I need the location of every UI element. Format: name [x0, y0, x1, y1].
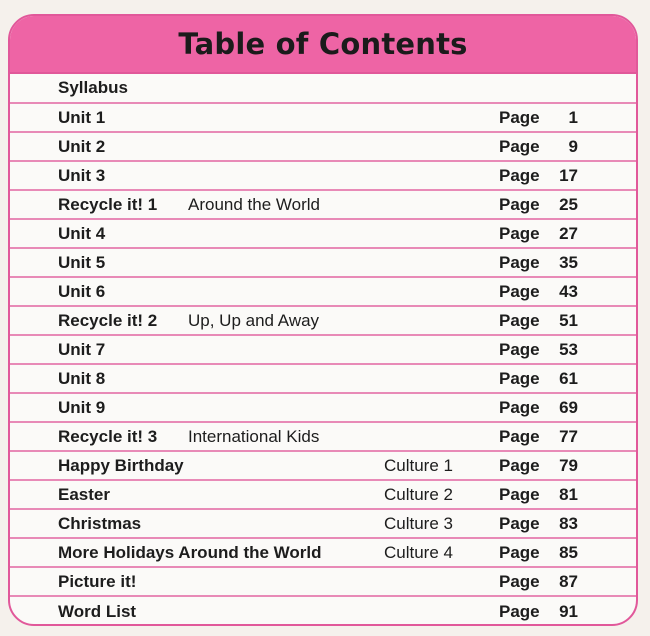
toc-entry-label: Unit 8: [58, 368, 106, 388]
toc-entry-culture: Culture 3: [384, 513, 453, 533]
toc-page-number: 1: [568, 107, 578, 127]
toc-row[interactable]: [10, 220, 636, 249]
toc-row[interactable]: [10, 539, 636, 568]
toc-entry-label: More Holidays Around the World: [58, 542, 322, 562]
toc-entry-culture: Culture 2: [384, 484, 453, 504]
toc-entry-label: Recycle it! 3: [58, 426, 158, 446]
toc-page-number: 85: [559, 542, 578, 562]
toc-row[interactable]: [10, 74, 636, 104]
toc-page-label: Page: [499, 397, 540, 417]
toc-entry-culture: Culture 1: [384, 455, 453, 475]
toc-page-number: 9: [568, 136, 578, 156]
toc-page-number: 79: [559, 455, 578, 475]
table-of-contents-frame: [8, 14, 638, 626]
toc-entry-label: Recycle it! 1: [58, 194, 158, 214]
toc-row[interactable]: [10, 191, 636, 220]
toc-row[interactable]: [10, 481, 636, 510]
toc-page-label: Page: [499, 368, 540, 388]
toc-page-number: 61: [559, 368, 578, 388]
toc-entry-label: Unit 5: [58, 252, 106, 272]
toc-entry-label: Unit 2: [58, 136, 106, 156]
toc-row[interactable]: [10, 336, 636, 365]
toc-page-label: Page: [499, 339, 540, 359]
toc-entry-label: Unit 6: [58, 281, 106, 301]
toc-list: [10, 74, 636, 626]
toc-page-label: Page: [499, 252, 540, 272]
toc-row[interactable]: [10, 365, 636, 394]
toc-entry-label: Recycle it! 2: [58, 310, 158, 330]
toc-title: Table of Contents: [178, 27, 468, 61]
toc-page-label: Page: [499, 484, 540, 504]
toc-page-number: 77: [559, 426, 578, 446]
toc-entry-label: Unit 9: [58, 397, 106, 417]
toc-entry-subtitle: Up, Up and Away: [188, 310, 320, 330]
toc-entry-label: Syllabus: [58, 78, 128, 97]
toc-page-number: 81: [559, 484, 578, 504]
toc-page-label: Page: [499, 223, 540, 243]
toc-row[interactable]: [10, 104, 636, 133]
toc-page-label: Page: [499, 165, 540, 185]
toc-page-label: Page: [499, 513, 540, 533]
toc-page-label: Page: [499, 194, 540, 214]
toc-row[interactable]: [10, 452, 636, 481]
toc-row[interactable]: [10, 249, 636, 278]
toc-row[interactable]: [10, 307, 636, 336]
toc-page-label: Page: [499, 542, 540, 562]
toc-page-number: 27: [559, 223, 578, 243]
toc-entry-subtitle: International Kids: [188, 426, 320, 446]
toc-page-number: 87: [559, 571, 578, 591]
toc-page-label: Page: [499, 136, 540, 156]
toc-page-label: Page: [499, 281, 540, 301]
toc-page-label: Page: [499, 455, 540, 475]
toc-entry-label: Unit 7: [58, 339, 106, 359]
toc-page-number: 25: [559, 194, 578, 214]
toc-entry-label: Unit 3: [58, 165, 106, 185]
toc-row[interactable]: [10, 510, 636, 539]
toc-entry-label: Unit 4: [58, 223, 106, 243]
toc-page-number: 35: [559, 252, 578, 272]
toc-row[interactable]: [10, 278, 636, 307]
toc-row[interactable]: [10, 568, 636, 597]
toc-entry-label: Happy Birthday: [58, 455, 184, 475]
toc-page-number: 43: [559, 281, 578, 301]
toc-page-label: Page: [499, 426, 540, 446]
toc-page-number: 69: [559, 397, 578, 417]
toc-page-label: Page: [499, 601, 540, 621]
toc-row[interactable]: [10, 394, 636, 423]
toc-page-number: 17: [559, 165, 578, 185]
toc-entry-subtitle: Around the World: [188, 194, 320, 214]
toc-header: [10, 16, 636, 74]
toc-page-number: 51: [559, 310, 578, 330]
toc-page-number: 53: [559, 339, 578, 359]
toc-entry-label: Easter: [58, 484, 110, 504]
toc-page-label: Page: [499, 310, 540, 330]
toc-entry-label: Word List: [58, 601, 137, 621]
toc-page-label: Page: [499, 571, 540, 591]
toc-entry-culture: Culture 4: [384, 542, 453, 562]
toc-row[interactable]: [10, 597, 636, 626]
toc-entry-label: Unit 1: [58, 107, 106, 127]
toc-row[interactable]: [10, 162, 636, 191]
toc-page-label: Page: [499, 107, 540, 127]
toc-row[interactable]: [10, 133, 636, 162]
toc-page-number: 83: [559, 513, 578, 533]
toc-entry-label: Picture it!: [58, 571, 137, 591]
toc-page-number: 91: [559, 601, 578, 621]
toc-entry-label: Christmas: [58, 513, 142, 533]
toc-row[interactable]: [10, 423, 636, 452]
